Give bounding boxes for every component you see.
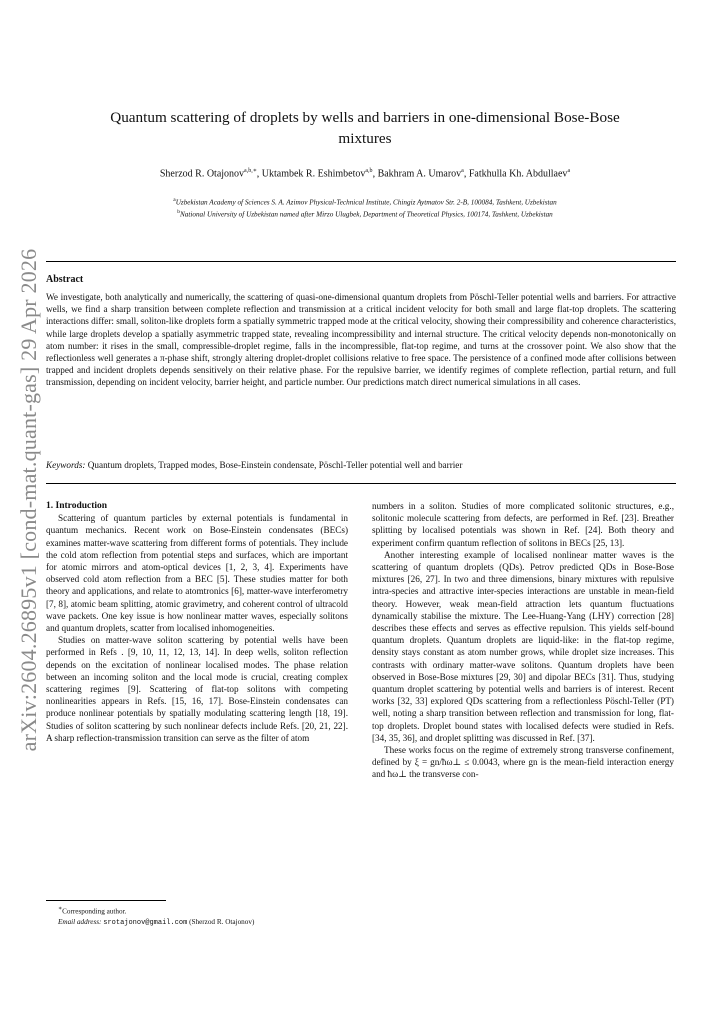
paper-title: Quantum scattering of droplets by wells and barriers in one-dimensional Bose-Bose mixtures	[110, 109, 620, 147]
abstract-heading: Abstract	[46, 274, 84, 285]
divider	[46, 261, 676, 262]
paragraph: numbers in a soliton. Studies of more complicated solitonic structures, e.g., solitonic molecule scattering from defects, are performed in Ref. [23]. Breather splitting by localised potentials was shown in Ref. [24]. Both theory and experiment confirm quantum reflection of solitons in BECs [25, 13].	[372, 501, 674, 548]
abstract-text: We investigate, both analytically and numerically, the scattering of quasi-one-dimensional quantum droplets from Pöschl-Teller potential wells and barriers. For attractive wells, we find a sharp transition between complete reflection and transmission at a critical incident velocity for both small and large flat-top droplets. The scattering interactions differ: small, soliton-like droplets form a spatially symmetric trapped mode at the critical velocity, showing their compressibility and coherence characteristics, while large droplets develop a spatially asymmetric trapped state, revealing incompressibility and internal structure. The critical velocity depends non-monotonically on atom number: it rises in the small, compressible-droplet regime, falls in the incompressible, flat-top regime, and turns at the crossover point. We also show that the reflectionless well generates a π-phase shift, strongly altering droplet-droplet collisions relative to free space. The persistence of a confined mode after collisions between trapped and incident droplets depends sensitively on their relative phase. For the repulsive barrier, we identify regimes of complete reflection, partial return, and full transmission, depending on incident velocity, barrier height, and particle number. Our predictions match direct numerical simulations in all cases.	[46, 292, 676, 388]
author: Sherzod R. Otajonov	[159, 168, 245, 180]
arxiv-stamp: arXiv:2604.26895v1 [cond-mat.quant-gas] 29 Apr 2026	[16, 248, 41, 752]
left-column	[46, 500, 348, 744]
divider	[46, 483, 676, 484]
author: Fatkhulla Kh. Abdullaev	[468, 168, 568, 180]
paragraph: These works focus on the regime of extremely strong transverse confinement, defined by ξ = gn/ħω⊥ ≤ 0.0043, where gn is the mean-field interaction energy and ħω⊥ the transverse con-	[372, 745, 674, 780]
paragraph: Another interesting example of localised nonlinear matter waves is the scattering of quantum droplets (QDs). Petrov predicted QDs in Bose-Bose mixtures [26, 27]. In two and three dimensions, binary mixtures with repulsive intra-species and attractive inter-species interactions are unstable in mean-field theory. However, weak mean-field attraction lets quantum fluctuations dynamically stabilise the mixture. The Lee-Huang-Yang (LHY) correction [28] describes these effects and serves as effective repulsion. This yields self-bound quantum droplets. Quantum droplets are liquid-like: in the flat-top regime, density stays constant as atom number grows, while droplet size increases. This contrasts with ordinary matter-wave solitons. Quantum droplets have been observed in Bose-Bose mixtures [29, 30] and dipolar BECs [31]. Thus, studying quantum droplet scattering by potential wells and barriers is of interest. Recent works [32, 33] explored QDs scattering from a reflectionless Pöschl-Teller (PT) well, noting a sharp transition between reflection and transmission for long, flat-top droplets. Droplet bound states with localised defects were studied in Refs. [34, 35, 36], and droplet splitting was discussed in Ref. [37].	[372, 549, 674, 743]
paragraph: Scattering of quantum particles by external potentials is fundamental in quantum mechanics. Recent work on Bose-Einstein condensates (BECs) examines matter-wave scattering from different forms of potentials. They include the cold atom reflection from potential steps and surfaces, which are important for atomic mirrors and atom-optical devices [1, 2, 3, 4]. Experiments have observed cold atom reflection from a BEC [5]. These studies matter for both theory and applications, and relate to atomtronics [6], matter-wave interferometry [7, 8], atomic beam splitting, atomic gravimetry, and coherent control of ultracold wave packets. One key issue is how nonlinear matter waves, especially solitons and quantum droplets, scatter from localised inhomogeneities.	[46, 513, 348, 634]
footnote-rule	[46, 900, 166, 901]
section-heading: 1. Introduction	[46, 501, 108, 511]
author: Bakhram A. Umarov	[377, 168, 462, 180]
affiliation: $^b$National University of Uzbekistan named after Mirzo Ulugbek, Department of Theoretical Physics, 100174, Tashkent, Uzbekistan	[177, 209, 553, 219]
right-column	[372, 500, 674, 781]
author: Uktambek R. Eshimbetov	[261, 168, 366, 180]
affiliation: $^a$Uzbekistan Academy of Sciences S. A. Azimov Physical-Technical Institute, Chingiz Aytmatov Str. 2-B, 100084, Tashkent, Uzbekistan	[173, 197, 557, 207]
email-link: srotajonov@gmail.com	[103, 919, 188, 928]
affiliations	[60, 195, 670, 220]
paragraph: Studies on matter-wave soliton scattering by potential wells have been performed in Refs . [9, 10, 11, 12, 13, 14]. In deep wells, soliton reflection depends on the excitation of nonlinear localised modes. The phase relation between an incoming soliton and the local mode is crucial, creating complex scattering regimes [9]. Scattering of flat-top solitons with competing nonlinearities appears in Refs. [15, 16, 17]. Bose-Einstein condensates can produce nonlinear potentials by spatially modulating scattering length [18, 19]. Studies of soliton scattering by such nonlinear defects include Refs. [20, 21, 22]. A sharp reflection-transmission transition can serve as the filter of atom	[46, 635, 348, 743]
footnote: ∗Corresponding author. Email address: srotajonov@gmail.com (Sherzod R. Otajonov)	[58, 906, 255, 928]
author-list: Sherzod R. Otajonov$^{a,b,∗}$, Uktambek R. Eshimbetov$^{a,b}$, Bakhram A. Umarov$^a$, Fatkhulla Kh. Abdullaev$^a$	[159, 168, 571, 180]
keywords: Keywords: Quantum droplets, Trapped modes, Bose-Einstein condensate, Pöschl-Teller potential well and barrier	[46, 460, 463, 470]
